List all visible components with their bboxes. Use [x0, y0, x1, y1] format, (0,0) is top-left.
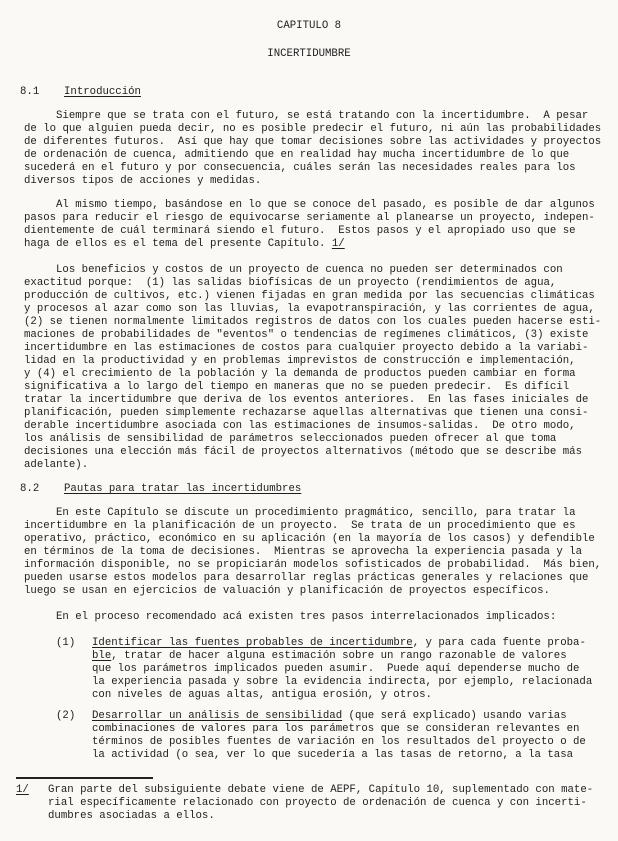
paragraph-pautas-1: [24, 507, 608, 598]
text-line: pueden usarse estos modelos para desarrollar reglas prácticas generales y relaciones que: [24, 572, 589, 584]
text-line: de ordenación de cuenca, admitiendo que en realidad hay mucha incertidumbre de lo que: [24, 149, 570, 161]
section-title: Pautas para tratar las incertidumbres: [64, 483, 302, 495]
text-line: En este Capítulo se discute un procedimiento pragmático, sencillo, para tratar la: [56, 507, 576, 519]
text-line: combinaciones de valores para los parámetros que se consideran relevantes en: [92, 723, 580, 735]
chapter-label: CAPITULO 8: [276, 20, 342, 32]
section-heading-8-1: [20, 86, 594, 99]
text-line: los análisis de sensibilidad de parámetros seleccionados pueden ofrecer al que toma: [24, 433, 557, 445]
text-line: y (4) el crecimiento de la población y la demanda de productos pueden cambiar en forma: [24, 368, 576, 380]
paragraph-pautas-2: [24, 611, 608, 624]
text-line: que los parámetros implicados pueden asumir. Puede aquí dependerse mucho de: [92, 663, 580, 675]
text-line: Identificar las fuentes probables de incertidumbre, y para cada fuente proba-: [92, 637, 586, 649]
text-line: dientemente de cuál terminará siendo el futuro. Estos pasos y el apropiado uso que se: [24, 225, 576, 237]
footnote-marker: 1/: [16, 784, 29, 796]
text-line: información disponible, no se propiciarán modelos sofisticados de probabilidad. Más bien,: [24, 559, 602, 571]
text-line: la experiencia pasada y sobre la evidencia indirecta, por ejemplo, relacionada: [92, 676, 593, 688]
list-item-text: [92, 710, 608, 762]
text-line: Siempre que se trata con el futuro, se está tratando con la incertidumbre. A pesar: [56, 110, 589, 122]
footnote-divider: [16, 777, 153, 779]
text-line: dumbres asociadas a ellos.: [48, 810, 215, 822]
text-line: luego se usan en ejercicios de valuación y planificación de proyectos específicos.: [24, 585, 550, 597]
text-line: haga de ellos es el tema del presente Capítulo. 1/: [24, 238, 345, 250]
section-heading-8-2: [20, 483, 594, 496]
text-line: lidad en la productividad y en problemas imprevistos de construcción e implementación,: [24, 355, 576, 367]
footnote: [16, 784, 608, 823]
text-line: Los beneficios y costos de un proyecto de cuenca no pueden ser determinados con: [56, 264, 563, 276]
list-item-text: [92, 637, 608, 702]
text-line: Gran parte del subsiguiente debate viene de AEPF, Capítulo 10, suplementado con mate-: [48, 784, 594, 796]
text-line: ble, tratar de hacer alguna estimación sobre un rango razonable de valores: [92, 650, 567, 662]
text-line: con niveles de aguas altas, antigua erosión, y otros.: [92, 689, 432, 701]
text-line: pasos para reducir el riesgo de equivocarse seriamente al planearse un proyecto, indepen-: [24, 212, 595, 224]
list-item-1: [56, 637, 608, 702]
footnote-text: [48, 784, 608, 823]
section-title: Introducción: [64, 86, 141, 98]
text-line: y procesos al azar como son las lluvias, la evapotranspiración, y las corrientes de agua,: [24, 303, 595, 315]
text-line: adelante).: [24, 459, 89, 471]
text-line: En el proceso recomendado acá existen tres pasos interrelacionados implicados:: [56, 611, 557, 623]
text-line: exactitud porque: (1) las salidas biofísicas de un proyecto (rendimientos de agua,: [24, 277, 557, 289]
text-line: sucederá en el futuro y por consecuencia, cuáles serán las necesidades reales para los: [24, 162, 576, 174]
text-line: incertidumbre en la planificación de un proyecto. Se trata de un procedimiento que es: [24, 520, 576, 532]
paragraph-intro-3: [24, 264, 608, 472]
text-line: (2) se tienen normalmente limitados registros de datos con los cuales pueden hacerse esti-: [24, 316, 602, 328]
text-line: decisiones una elección más fácil de proyectos alternativos (método que se describe más: [24, 446, 582, 458]
list-item-marker: (1): [56, 637, 76, 649]
section-number: 8.1: [20, 86, 40, 98]
list-item-2: [56, 710, 608, 762]
text-line: la actividad (o sea, ver lo que sucedería a las tasas de retorno, a la tasa: [92, 749, 574, 761]
text-line: de diferentes futuros. Así que hay que tomar decisiones sobre las actividades y proyectos: [24, 136, 602, 148]
chapter-title: INCERTIDUMBRE: [267, 48, 351, 60]
text-line: Al mismo tiempo, basándose en lo que se conoce del pasado, es posible de dar algunos: [56, 199, 595, 211]
text-line: Desarrollar un análisis de sensibilidad (que será explicado) usando varias: [92, 710, 567, 722]
text-line: planificación, pueden simplemente rechazarse aquellas alternativas que tienen una consi-: [24, 407, 589, 419]
text-line: incertidumbre en las estimaciones de costos para cualquier proyecto debido a la variabi-: [24, 342, 589, 354]
text-line: de lo que alguien pueda decir, no es posible predecir el futuro, ni aún las probabilidades: [24, 123, 602, 135]
text-line: en términos de la toma de decisiones. Mientras se aprovecha la experiencia pasada y la: [24, 546, 582, 558]
text-line: términos de posibles fuentes de variación en los resultados del proyecto o de: [92, 736, 586, 748]
text-line: operativo, práctico, económico en su aplicación (en la mayoría de los casos) y defendible: [24, 533, 595, 545]
text-line: diversos tipos de acciones y medidas.: [24, 175, 262, 187]
text-line: maciones de probabilidades de "eventos" o tendencias de regímenes climáticos, (3) existe: [24, 329, 589, 341]
text-line: producción de cultivos, etc.) vienen fijadas en gran medida por las secuencias climáticas: [24, 290, 595, 302]
text-line: derable incertidumbre asociada con las estimaciones de insumos-salidas. De otro modo,: [24, 420, 576, 432]
text-line: tratar la incertidumbre que deriva de los eventos anteriores. En las fases iniciales de: [24, 394, 589, 406]
list-item-marker: (2): [56, 710, 76, 722]
section-number: 8.2: [20, 483, 40, 495]
text-line: significativa a lo largo del tiempo en maneras que no se pueden predecir. Es difícil: [24, 381, 570, 393]
paragraph-intro-2: [24, 199, 608, 251]
text-line: rial específicamente relacionado con proyecto de ordenación de cuenca y con incerti-: [48, 797, 587, 809]
paragraph-intro-1: [24, 110, 608, 188]
